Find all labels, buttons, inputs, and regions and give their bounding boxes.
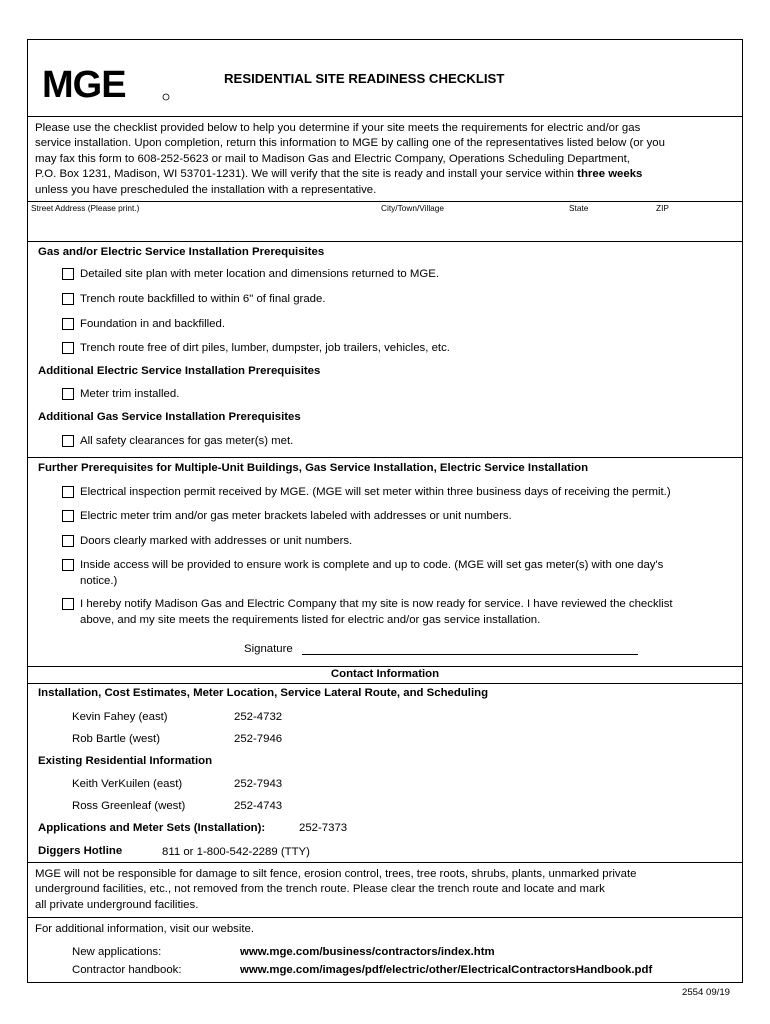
page-title: RESIDENTIAL SITE READINESS CHECKLIST: [224, 71, 505, 86]
intro-line: service installation. Upon completion, return this information to MGE by calling one of the representatives listed below (or you: [35, 137, 665, 150]
website-intro: For additional information, visit our website.: [35, 923, 255, 935]
mge-logo-graphic: [40, 60, 170, 104]
contact-name: Kevin Fahey (east): [72, 711, 168, 723]
applications-label: Applications and Meter Sets (Installation):: [38, 822, 266, 834]
divider: [28, 666, 742, 667]
diggers-phone: 811 or 1-800-542-2289 (TTY): [162, 846, 310, 858]
contact-title: Contact Information: [330, 668, 440, 680]
mge-logo-text: MGE: [42, 64, 126, 104]
applications-phone: 252-7373: [299, 822, 348, 834]
contractor-handbook-link[interactable]: www.mge.com/images/pdf/electric/other/ElectricalContractorsHandbook.pdf: [240, 964, 653, 976]
gas-electric-heading: Gas and/or Electric Service Installation Prerequisites: [38, 246, 325, 258]
gas-heading: Additional Gas Service Installation Prerequisites: [38, 411, 301, 423]
checkbox-trench-free[interactable]: [62, 342, 74, 354]
state-label: State: [569, 203, 589, 213]
checklist-item: Meter trim installed.: [80, 388, 180, 400]
checklist-item: I hereby notify Madison Gas and Electric Company that my site is now ready for service. I have reviewed the checklist above, and my site meets the requirements listed for electric and/or gas service installation.: [80, 598, 673, 626]
divider: [28, 862, 742, 863]
checkbox-notify-ready[interactable]: [62, 598, 74, 610]
new-applications-link[interactable]: www.mge.com/business/contractors/index.htm: [240, 946, 495, 958]
checklist-item: Detailed site plan with meter location and dimensions returned to MGE.: [80, 268, 439, 280]
contact-name: Rob Bartle (west): [72, 733, 160, 745]
city-label: City/Town/Village: [381, 203, 445, 213]
street-address-field[interactable]: [31, 215, 376, 239]
contractor-handbook-label: Contractor handbook:: [72, 964, 182, 976]
new-applications-label: New applications:: [72, 946, 162, 958]
intro-line: may fax this form to 608-252-5623 or mail to Madison Gas and Electric Company, Operations Scheduling Department,: [35, 152, 630, 165]
checklist-item: All safety clearances for gas meter(s) met.: [80, 435, 294, 447]
contact-name: Ross Greenleaf (west): [72, 800, 186, 812]
checkbox-inside-access[interactable]: [62, 559, 74, 571]
contact-phone: 252-7943: [234, 778, 283, 790]
checkbox-meter-brackets[interactable]: [62, 510, 74, 522]
divider: [28, 201, 742, 202]
checkbox-trench-backfilled[interactable]: [62, 293, 74, 305]
disclaimer: MGE will not be responsible for damage to silt fence, erosion control, trees, tree roots, shrubs, plants, unmarked private underground facilities, etc., not removed from the trench route. Please clear the trench route and locate and mark all private underground facilities.: [35, 868, 637, 911]
signature-label: Signature: [244, 643, 293, 655]
installation-heading: Installation, Cost Estimates, Meter Location, Service Lateral Route, and Scheduling: [38, 687, 489, 699]
zip-label: ZIP: [656, 203, 669, 213]
signature-line[interactable]: [302, 654, 638, 655]
intro-line: Please use the checklist provided below to help you determine if your site meets the requirements for electric and/or gas: [35, 122, 641, 134]
contact-phone: 252-7946: [234, 733, 283, 745]
multi-unit-heading: Further Prerequisites for Multiple-Unit Buildings, Gas Service Installation, Electric Service Installation: [38, 462, 589, 474]
contact-name: Keith VerKuilen (east): [72, 778, 183, 790]
existing-heading: Existing Residential Information: [38, 755, 213, 767]
divider: [28, 116, 742, 117]
checklist-item: Electrical inspection permit received by MGE. (MGE will set meter within three business days of receiving the permit.): [80, 486, 671, 498]
divider: [28, 683, 742, 684]
checklist-item: Foundation in and backfilled.: [80, 318, 226, 330]
checkbox-inspection-permit[interactable]: [62, 486, 74, 498]
checklist-item: Trench route backfilled to within 6" of final grade.: [80, 293, 326, 305]
checkbox-foundation[interactable]: [62, 318, 74, 330]
zip-field[interactable]: [656, 215, 738, 239]
diggers-label: Diggers Hotline: [38, 845, 123, 857]
checklist-item: Inside access will be provided to ensure work is complete and up to code. (MGE will set gas meter(s) with one day's notice.): [80, 559, 664, 587]
checkbox-safety-clearances[interactable]: [62, 435, 74, 447]
contact-phone: 252-4743: [234, 800, 283, 812]
electric-heading: Additional Electric Service Installation Prerequisites: [38, 365, 321, 377]
divider: [28, 917, 742, 918]
street-address-label: Street Address (Please print.): [31, 203, 140, 213]
divider: [28, 457, 742, 458]
three-weeks-emphasis: three weeks: [577, 168, 643, 181]
checklist-item: Trench route free of dirt piles, lumber, dumpster, job trailers, vehicles, etc.: [80, 342, 450, 354]
divider: [28, 241, 742, 242]
checkbox-meter-trim[interactable]: [62, 388, 74, 400]
city-field[interactable]: [381, 215, 564, 239]
contact-phone: 252-4732: [234, 711, 283, 723]
checklist-item: Doors clearly marked with addresses or unit numbers.: [80, 535, 353, 547]
intro-paragraph: [35, 121, 735, 198]
form-code: 2554 09/19: [682, 987, 731, 998]
checklist-item: Electric meter trim and/or gas meter brackets labeled with addresses or unit numbers.: [80, 510, 512, 522]
state-field[interactable]: [569, 215, 651, 239]
intro-line: P.O. Box 1231, Madison, WI 53701-1231). We will verify that the site is ready and install your service within three weeks: [35, 168, 643, 181]
checklist-form: [27, 39, 743, 983]
checkbox-site-plan[interactable]: [62, 268, 74, 280]
intro-line: unless you have prescheduled the installation with a representative.: [35, 183, 377, 196]
checkbox-doors-marked[interactable]: [62, 535, 74, 547]
mge-logo: [40, 60, 170, 104]
